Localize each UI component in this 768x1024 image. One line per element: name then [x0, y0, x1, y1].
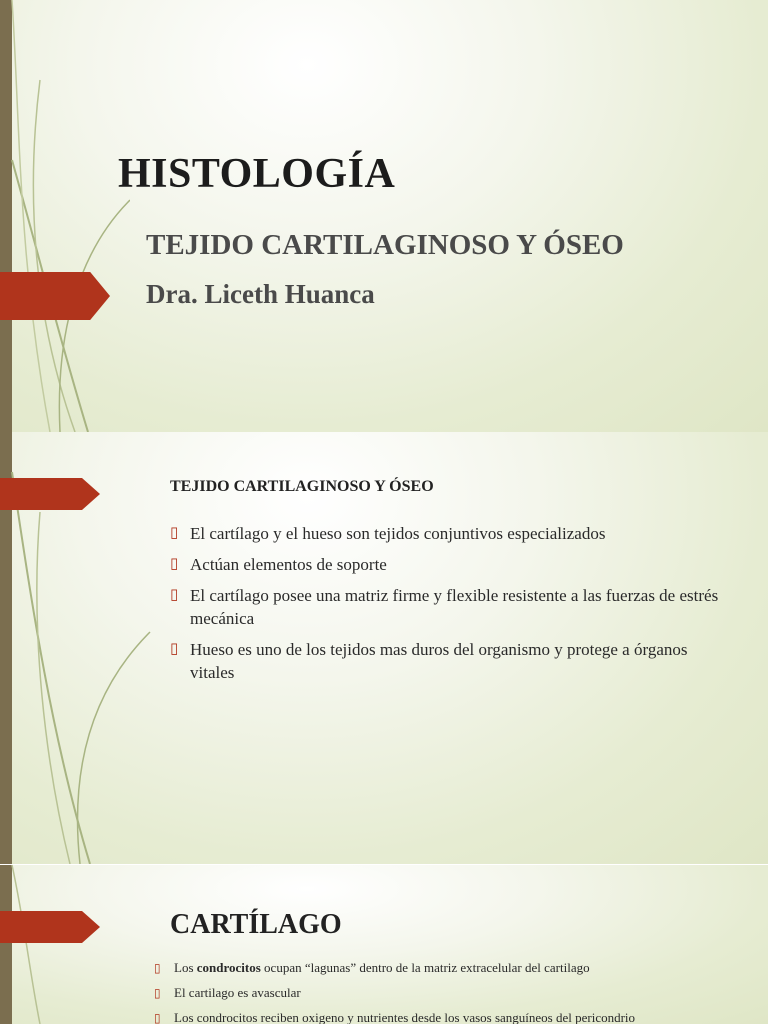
slide-cartilage: [0, 865, 768, 1024]
bullet-list: [170, 522, 730, 692]
accent-arrow: [0, 272, 110, 320]
bullet-icon: ▯: [154, 961, 161, 975]
bullet-icon: ▯: [170, 587, 179, 603]
list-item: ▯ El cartílago y el hueso son tejidos conjuntivos especializados: [170, 524, 606, 543]
slide-overview: [0, 432, 768, 864]
bullet-list: [154, 960, 754, 1024]
bullet-icon: ▯: [170, 556, 179, 572]
decorative-curves: [0, 865, 120, 1024]
accent-arrow: [0, 911, 100, 943]
bullet-icon: ▯: [170, 641, 179, 657]
bullet-icon: ▯: [154, 1011, 161, 1024]
presentation-title: HISTOLOGÍA: [118, 151, 396, 197]
list-item: ▯ Hueso es uno de los tejidos mas duros del organismo y protege a órganos vitales: [170, 640, 688, 682]
list-item: ▯ El cartílago posee una matriz firme y flexible resistente a las fuerzas de estrés mecánica: [170, 586, 719, 628]
bullet-icon: ▯: [154, 986, 161, 1000]
accent-arrow: [0, 478, 100, 510]
list-item: ▯ Los condrocitos reciben oxigeno y nutrientes desde los vasos sanguíneos del pericondrio: [154, 1010, 636, 1024]
presentation-author: Dra. Liceth Huanca: [146, 279, 375, 309]
list-item: ▯ Actúan elementos de soporte: [170, 555, 387, 574]
list-item: ▯ El cartilago es avascular: [154, 985, 301, 1000]
bullet-icon: ▯: [170, 525, 179, 541]
presentation-subtitle: TEJIDO CARTILAGINOSO Y ÓSEO: [146, 229, 624, 261]
slide-heading: CARTÍLAGO: [170, 909, 342, 940]
slide-heading: TEJIDO CARTILAGINOSO Y ÓSEO: [170, 478, 434, 495]
list-item: ▯ Los condrocitos ocupan “lagunas” dentro de la matriz extracelular del cartilago: [154, 960, 590, 975]
slide-title: [0, 0, 768, 432]
decorative-curves: [0, 0, 130, 432]
